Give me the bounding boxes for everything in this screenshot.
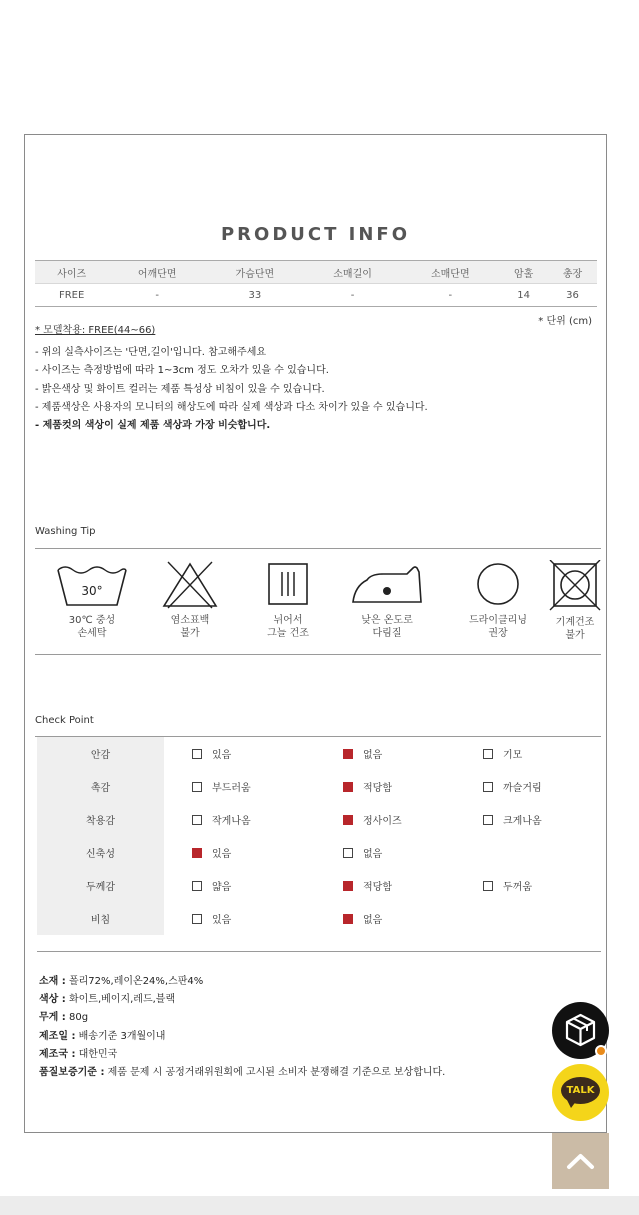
option-label: 적당함 <box>363 882 392 893</box>
washing-icons <box>35 560 601 660</box>
checkbox-checked <box>343 914 353 924</box>
check-option <box>465 803 601 836</box>
note-item: - 제품색상은 사용자의 모니터의 해상도에 따라 실제 색상과 다소 차이가 있을 수 있습니다. <box>35 401 428 413</box>
check-option <box>317 770 465 803</box>
option-label: 크게나옴 <box>503 816 542 827</box>
option-label: 없음 <box>363 915 383 926</box>
spec-key: 소재 : <box>39 976 66 987</box>
checkbox <box>192 749 202 759</box>
check-option-empty <box>465 902 601 935</box>
wash-temp-text: 30° <box>81 584 103 598</box>
spec-key: 제조일 : <box>39 1030 76 1042</box>
checkbox <box>343 848 353 858</box>
check-option <box>164 770 317 803</box>
spec-value: 대한민국 <box>75 1048 118 1060</box>
check-row <box>37 803 601 836</box>
no-tumble-dry-icon <box>548 560 602 612</box>
check-point-label: Check Point <box>35 715 94 726</box>
iron-low-icon <box>349 560 425 610</box>
size-header-row <box>35 261 597 284</box>
product-info-title: PRODUCT INFO <box>220 224 411 245</box>
unit-note: * 단위 (cm) <box>538 316 592 327</box>
checkbox <box>483 881 493 891</box>
option-label: 까슬거림 <box>503 783 542 794</box>
wash-item <box>342 560 432 640</box>
spec-value: 80g <box>65 1012 89 1024</box>
check-row <box>37 770 601 803</box>
spec-item <box>39 991 445 1009</box>
checkbox <box>192 815 202 825</box>
option-label: 부드러움 <box>212 783 251 794</box>
recent-products-button[interactable] <box>552 1002 609 1059</box>
checkbox-checked <box>343 782 353 792</box>
check-category: 비침 <box>37 902 164 935</box>
check-row <box>37 869 601 902</box>
size-header-cell: 어깨단면 <box>137 268 177 280</box>
check-option <box>465 869 601 902</box>
check-option <box>465 737 601 770</box>
notification-dot <box>595 1045 607 1057</box>
size-table <box>35 260 597 307</box>
wash-label: 염소표백 불가 <box>170 615 210 639</box>
note-item: - 밝은색상 및 화이트 컬러는 제품 특성상 비침이 있을 수 있습니다. <box>35 383 325 395</box>
check-option <box>465 770 601 803</box>
spec-item <box>39 1028 445 1046</box>
size-header-cell: 암홀 <box>513 268 534 280</box>
checkbox <box>483 815 493 825</box>
wash-label: 뉘어서 그늘 건조 <box>267 615 309 639</box>
size-value-cell: - <box>448 289 453 301</box>
spec-item <box>39 1009 445 1027</box>
check-option <box>317 836 465 869</box>
size-value-cell: 33 <box>248 289 262 301</box>
spec-key: 무게 : <box>39 1012 66 1024</box>
check-point-table <box>37 737 601 935</box>
check-option-empty <box>465 836 601 869</box>
option-label: 두꺼움 <box>503 882 532 893</box>
checkbox <box>192 782 202 792</box>
note-item: - 위의 실측사이즈는 '단면,길이'입니다. 참고해주세요 <box>35 347 267 358</box>
check-category: 착용감 <box>37 803 164 836</box>
checkbox-checked <box>343 815 353 825</box>
size-value-cell: - <box>155 289 159 301</box>
note-item: - 사이즈는 측정방법에 따라 1~3cm 정도 오차가 있을 수 있습니다. <box>35 365 329 377</box>
option-label: 있음 <box>212 750 232 761</box>
check-row <box>37 836 601 869</box>
check-category: 안감 <box>37 737 164 770</box>
checkbox <box>483 782 493 792</box>
wash-30-icon <box>55 560 129 610</box>
check-bottom-divider <box>37 951 601 952</box>
product-specs <box>39 973 445 1082</box>
size-header-cell: 가슴단면 <box>235 268 275 280</box>
option-label: 적당함 <box>363 783 392 794</box>
check-option <box>317 737 465 770</box>
spec-item <box>39 1046 445 1064</box>
option-label: 작게나옴 <box>212 816 251 827</box>
option-label: 없음 <box>363 849 383 860</box>
spec-key: 품질보증기준 : <box>39 1067 105 1079</box>
size-header-cell: 총장 <box>562 268 583 280</box>
wash-item <box>145 560 235 640</box>
spec-value: 배송기준 3개월이내 <box>75 1030 166 1042</box>
size-notes <box>35 344 428 435</box>
check-category: 두께감 <box>37 869 164 902</box>
size-value-cell: - <box>350 289 355 301</box>
size-value-cell: 36 <box>566 289 579 301</box>
wash-label: 낮은 온도로 다림질 <box>361 615 413 639</box>
option-label: 정사이즈 <box>363 816 402 827</box>
check-category: 신축성 <box>37 836 164 869</box>
wash-label: 30℃ 중성 손세탁 <box>68 615 116 639</box>
spec-item <box>39 973 445 991</box>
check-category: 촉감 <box>37 770 164 803</box>
note-item-emphasis: - 제품컷의 색상이 실제 제품 색상과 가장 비슷합니다. <box>35 420 271 432</box>
washing-tip-label: Washing Tip <box>35 526 96 537</box>
washing-top-divider <box>35 548 601 549</box>
size-value-cell: 14 <box>517 289 530 301</box>
spec-value: 화이트,베이지,레드,블랙 <box>65 994 176 1006</box>
spec-value: 폴리72%,레이온24%,스판4% <box>65 976 204 987</box>
spec-key: 제조국 : <box>39 1048 76 1060</box>
check-option <box>317 869 465 902</box>
dry-clean-icon <box>473 560 523 610</box>
scroll-top-button[interactable] <box>552 1133 609 1189</box>
product-info-card <box>24 134 607 1133</box>
checkbox <box>483 749 493 759</box>
talk-bubble-tail <box>567 1100 577 1108</box>
spec-item <box>39 1064 445 1082</box>
spec-key: 색상 : <box>39 994 66 1006</box>
talk-bubble-icon: TALK <box>561 1077 600 1104</box>
check-option <box>164 902 317 935</box>
size-header-cell: 사이즈 <box>57 268 87 280</box>
check-option <box>164 737 317 770</box>
check-option <box>317 902 465 935</box>
no-bleach-icon <box>160 560 220 610</box>
check-row <box>37 902 601 935</box>
option-label: 있음 <box>212 915 232 926</box>
check-option <box>164 869 317 902</box>
size-value-row <box>35 284 597 307</box>
size-value-cell: FREE <box>58 289 85 301</box>
wash-item <box>530 560 620 642</box>
option-label: 없음 <box>363 750 383 761</box>
checkbox-checked <box>192 848 202 858</box>
spec-value: 제품 문제 시 공정거래위원회에 고시된 소비자 분쟁해결 기준으로 보상합니다. <box>104 1067 446 1079</box>
check-option <box>164 836 317 869</box>
checkbox-checked <box>343 749 353 759</box>
option-label: 기모 <box>503 750 523 761</box>
option-label: 얇음 <box>212 882 232 893</box>
bottom-bar <box>0 1196 639 1215</box>
checkbox <box>192 881 202 891</box>
wash-label: 기계건조 불가 <box>555 617 595 641</box>
check-option <box>317 803 465 836</box>
wash-label: 드라이클리닝 권장 <box>469 615 527 639</box>
chevron-up-icon <box>552 1133 609 1189</box>
checkbox-checked <box>343 881 353 891</box>
check-option <box>164 803 317 836</box>
wash-item <box>243 560 333 640</box>
washing-bottom-divider <box>35 654 601 655</box>
wash-item <box>47 560 137 640</box>
kakao-talk-button[interactable] <box>552 1064 609 1121</box>
dry-flat-shade-icon <box>263 560 313 610</box>
size-header-cell: 소매길이 <box>333 268 372 280</box>
check-row <box>37 737 601 770</box>
option-label: 있음 <box>212 849 232 860</box>
size-header-cell: 소매단면 <box>430 268 470 280</box>
checkbox <box>192 914 202 924</box>
model-size-note: * 모델착용: FREE(44~66) <box>35 325 156 336</box>
